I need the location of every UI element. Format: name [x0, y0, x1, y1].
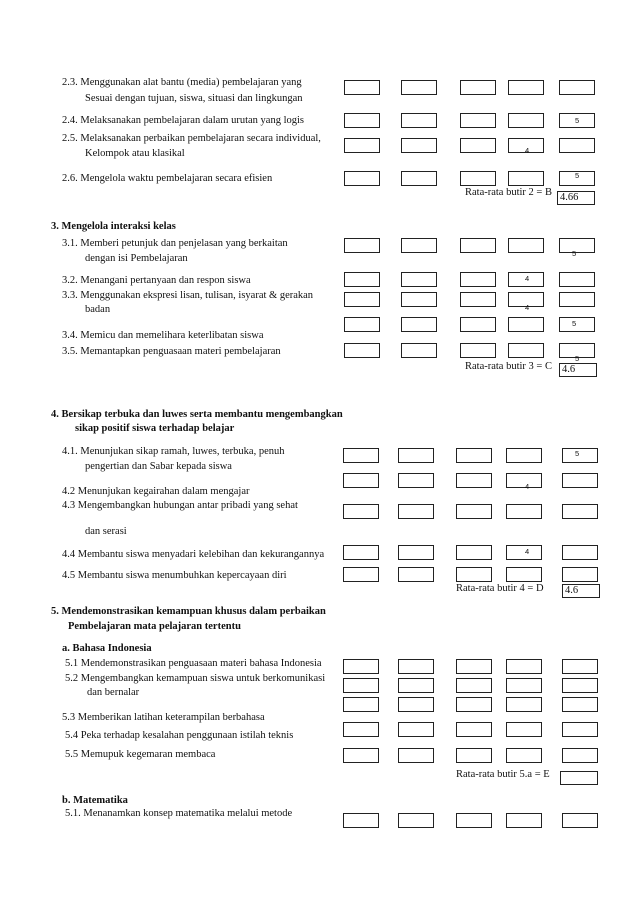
section-4-title-line1: 4. Bersikap terbuka dan luwes serta membantu mengembangkan [51, 409, 343, 420]
score-box-b-r3-c4 [506, 504, 542, 519]
score-2-6: 5 [575, 171, 580, 180]
score-box-b-r4-c3 [456, 545, 492, 560]
score-box-b-r7-c2 [398, 678, 434, 693]
score-box-a-r8-c4 [508, 317, 544, 332]
score-box-a-r8-c1 [344, 317, 380, 332]
score-box-a-r2-c3 [460, 113, 496, 128]
item-5-5: 5.5 Memupuk kegemaran membaca [65, 749, 216, 760]
score-box-a-r6-c3 [460, 272, 496, 287]
score-2-5: 4 [525, 146, 530, 155]
score-box-a-r7-c2 [401, 292, 437, 307]
score-box-b-r4-c4 [506, 545, 542, 560]
item-5-2-line2: dan bernalar [87, 687, 140, 698]
score-box-a-r1-c5 [559, 80, 595, 95]
section-4-title-line2: sikap positif siswa terhadap belajar [75, 423, 235, 434]
section-5-title-line1: 5. Mendemonstrasikan kemampuan khusus dalam perbaikan [51, 606, 326, 617]
item-4-2: 4.2 Menunjukan kegairahan dalam mengajar [62, 486, 250, 497]
item-2-5-line1: 2.5. Melaksanakan perbaikan pembelajaran secara individual, [62, 133, 321, 144]
section-3-title: 3. Mengelola interaksi kelas [51, 221, 176, 232]
score-3-5: 5 [575, 354, 580, 363]
average-5a-value-box [560, 771, 598, 785]
score-2-4: 5 [575, 116, 580, 125]
section-5a-title: a. Bahasa Indonesia [62, 643, 152, 654]
score-box-b-r6-c1 [343, 659, 379, 674]
average-4-value: 4.6 [562, 584, 600, 598]
score-box-b-r6-c5 [562, 659, 598, 674]
score-box-a-r8-c2 [401, 317, 437, 332]
score-box-b-r9-c4 [506, 722, 542, 737]
score-box-b-r9-c5 [562, 722, 598, 737]
score-box-a-r1-c2 [401, 80, 437, 95]
score-box-b-r2-c3 [456, 473, 492, 488]
score-box-a-r6-c1 [344, 272, 380, 287]
item-5-2-line1: 5.2 Mengembangkan kemampuan siswa untuk berkomunikasi [65, 673, 326, 684]
score-box-a-r7-c1 [344, 292, 380, 307]
score-3-1: 5 [572, 249, 577, 258]
score-box-b-r3-c1 [343, 504, 379, 519]
score-box-a-r3-c3 [460, 138, 496, 153]
score-box-b-r4-c1 [343, 545, 379, 560]
score-box-b-r8-c5 [562, 697, 598, 712]
score-box-b-r11-c2 [398, 813, 434, 828]
score-box-a-r2-c1 [344, 113, 380, 128]
score-box-a-r5-c4 [508, 238, 544, 253]
average-4-label: Rata-rata butir 4 = D [456, 583, 544, 594]
score-box-b-r3-c5 [562, 504, 598, 519]
score-box-a-r8-c3 [460, 317, 496, 332]
score-box-a-r9-c2 [401, 343, 437, 358]
score-box-b-r11-c1 [343, 813, 379, 828]
score-box-a-r2-c4 [508, 113, 544, 128]
score-box-a-r5-c1 [344, 238, 380, 253]
score-box-a-r1-c1 [344, 80, 380, 95]
score-box-a-r9-c4 [508, 343, 544, 358]
score-box-a-r9-c1 [344, 343, 380, 358]
score-box-a-r4-c4 [508, 171, 544, 186]
score-box-a-r4-c2 [401, 171, 437, 186]
score-box-b-r2-c1 [343, 473, 379, 488]
score-3-2: 4 [525, 274, 530, 283]
score-3-4: 5 [572, 319, 577, 328]
score-box-b-r10-c4 [506, 748, 542, 763]
item-2-5-line2: Kelompok atau klasikal [85, 148, 185, 159]
section-5-title-line2: Pembelajaran mata pelajaran tertentu [68, 621, 241, 632]
item-3-3-line2: badan [85, 304, 111, 315]
item-5-4: 5.4 Peka terhadap kesalahan penggunaan istilah teknis [65, 730, 294, 741]
score-box-b-r4-c2 [398, 545, 434, 560]
average-3-label: Rata-rata butir 3 = C [465, 361, 552, 372]
score-box-b-r5-c5 [562, 567, 598, 582]
score-box-b-r7-c1 [343, 678, 379, 693]
score-box-b-r1-c3 [456, 448, 492, 463]
item-2-3-line2: Sesuai dengan tujuan, siswa, situasi dan lingkungan [85, 93, 303, 104]
score-box-b-r5-c3 [456, 567, 492, 582]
score-box-a-r5-c3 [460, 238, 496, 253]
score-box-b-r2-c4 [506, 473, 542, 488]
score-box-b-r3-c3 [456, 504, 492, 519]
item-2-4: 2.4. Melaksanakan pembelajaran dalam urutan yang logis [62, 115, 305, 126]
score-box-b-r9-c3 [456, 722, 492, 737]
score-box-b-r7-c3 [456, 678, 492, 693]
score-box-a-r7-c5 [559, 292, 595, 307]
score-box-a-r3-c1 [344, 138, 380, 153]
score-4-2: 4 [525, 482, 530, 491]
score-box-b-r4-c5 [562, 545, 598, 560]
score-box-b-r7-c5 [562, 678, 598, 693]
item-4-3-line2: dan serasi [85, 526, 127, 537]
score-box-a-r1-c4 [508, 80, 544, 95]
item-5-3: 5.3 Memberikan latihan keterampilan berbahasa [62, 712, 265, 723]
score-box-b-r11-c3 [456, 813, 492, 828]
average-5a-label: Rata-rata butir 5.a = E [456, 769, 550, 780]
score-box-b-r5-c4 [506, 567, 542, 582]
item-3-5: 3.5. Memantapkan penguasaan materi pembelajaran [62, 346, 281, 357]
item-4-5: 4.5 Membantu siswa menumbuhkan kepercayaan diri [62, 570, 287, 581]
score-box-b-r8-c1 [343, 697, 379, 712]
item-4-1-line1: 4.1. Menunjukan sikap ramah, luwes, terbuka, penuh [62, 446, 285, 457]
score-box-b-r11-c5 [562, 813, 598, 828]
score-box-b-r8-c3 [456, 697, 492, 712]
item-3-4: 3.4. Memicu dan memelihara keterlibatan siswa [62, 330, 264, 341]
item-2-3-line1: 2.3. Menggunakan alat bantu (media) pembelajaran yang [62, 77, 302, 88]
score-box-a-r6-c2 [401, 272, 437, 287]
score-box-b-r7-c4 [506, 678, 542, 693]
score-box-b-r3-c2 [398, 504, 434, 519]
score-box-a-r1-c3 [460, 80, 496, 95]
score-box-b-r1-c4 [506, 448, 542, 463]
average-2-value: 4.66 [557, 191, 595, 205]
score-box-a-r2-c2 [401, 113, 437, 128]
score-box-b-r2-c5 [562, 473, 598, 488]
average-2-label: Rata-rata butir 2 = B [465, 187, 552, 198]
score-box-a-r3-c5 [559, 138, 595, 153]
item-4-1-line2: pengertian dan Sabar kepada siswa [85, 461, 232, 472]
item-5-1: 5.1 Mendemonstrasikan penguasaan materi bahasa Indonesia [65, 658, 322, 669]
score-box-a-r5-c5 [559, 238, 595, 253]
item-2-6: 2.6. Mengelola waktu pembelajaran secara efisien [62, 173, 273, 184]
item-3-2: 3.2. Menangani pertanyaan dan respon siswa [62, 275, 251, 286]
item-3-3-line1: 3.3. Menggunakan ekspresi lisan, tulisan, isyarat & gerakan [62, 290, 314, 301]
score-box-b-r10-c1 [343, 748, 379, 763]
score-box-b-r1-c5 [562, 448, 598, 463]
score-box-a-r9-c3 [460, 343, 496, 358]
item-4-3-line1: 4.3 Mengembangkan hubungan antar pribadi yang sehat [62, 500, 298, 511]
score-box-b-r1-c2 [398, 448, 434, 463]
score-4-4: 4 [525, 547, 530, 556]
item-5b-1: 5.1. Menanamkan konsep matematika melalui metode [65, 808, 293, 819]
score-box-a-r7-c3 [460, 292, 496, 307]
score-box-b-r5-c2 [398, 567, 434, 582]
score-box-b-r8-c4 [506, 697, 542, 712]
score-4-1: 5 [575, 449, 580, 458]
score-box-b-r6-c4 [506, 659, 542, 674]
item-4-4: 4.4 Membantu siswa menyadari kelebihan dan kekurangannya [62, 549, 325, 560]
score-3-3: 4 [525, 303, 530, 312]
score-box-b-r10-c3 [456, 748, 492, 763]
score-box-b-r10-c5 [562, 748, 598, 763]
average-3-value: 4.6 [559, 363, 597, 377]
section-5b-title: b. Matematika [62, 795, 128, 806]
score-box-a-r4-c1 [344, 171, 380, 186]
score-box-b-r5-c1 [343, 567, 379, 582]
score-box-a-r3-c2 [401, 138, 437, 153]
score-box-b-r1-c1 [343, 448, 379, 463]
score-box-b-r6-c3 [456, 659, 492, 674]
item-3-1-line2: dengan isi Pembelajaran [85, 253, 188, 264]
score-box-b-r2-c2 [398, 473, 434, 488]
score-box-b-r8-c2 [398, 697, 434, 712]
score-box-b-r11-c4 [506, 813, 542, 828]
score-box-a-r8-c5 [559, 317, 595, 332]
item-3-1-line1: 3.1. Memberi petunjuk dan penjelasan yang berkaitan [62, 238, 288, 249]
score-box-b-r10-c2 [398, 748, 434, 763]
score-box-a-r5-c2 [401, 238, 437, 253]
score-box-b-r9-c1 [343, 722, 379, 737]
score-box-a-r6-c5 [559, 272, 595, 287]
score-box-b-r9-c2 [398, 722, 434, 737]
score-box-b-r6-c2 [398, 659, 434, 674]
score-box-a-r4-c3 [460, 171, 496, 186]
